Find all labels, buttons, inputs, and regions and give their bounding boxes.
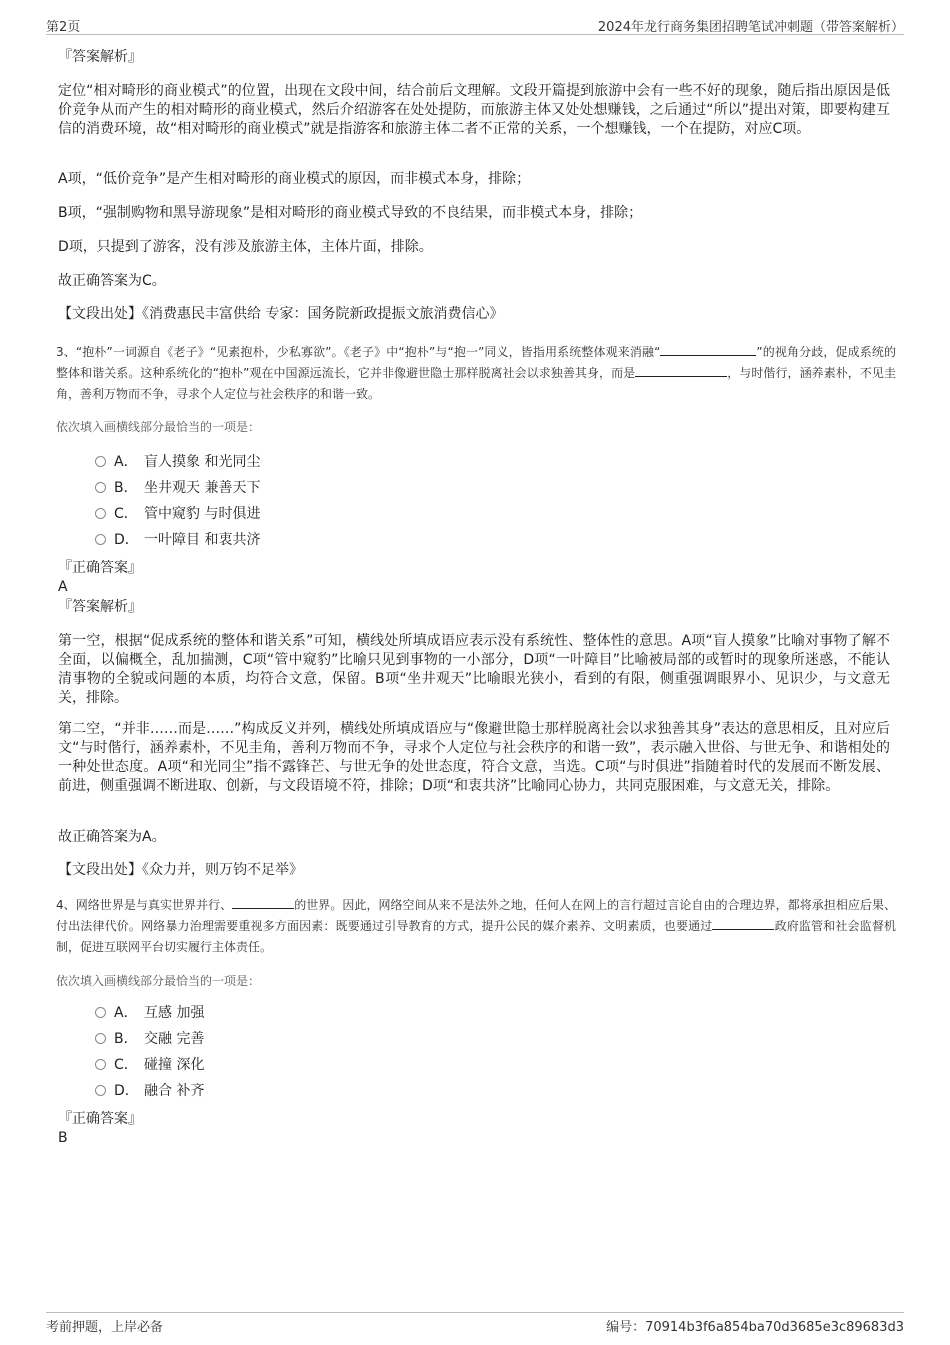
radio-icon[interactable] bbox=[95, 534, 106, 545]
footer-code: 编号：70914b3f6a854ba70d3685e3c89683d3 bbox=[606, 1320, 904, 1335]
q4-option-b[interactable] bbox=[95, 1029, 204, 1049]
option-letter: B． bbox=[114, 1031, 138, 1047]
q2-analysis-option-a: A项，“低价竞争”是产生相对畸形的商业模式的原因，而非模式本身，排除； bbox=[58, 171, 531, 187]
q2-analysis-option-b: B项，“强制购物和黑导游现象”是相对畸形的商业模式导致的不良结果，而非模式本身，排除； bbox=[58, 205, 643, 221]
option-text: 融合 补齐 bbox=[144, 1083, 205, 1099]
q3-text-part3: ，与时偕行，涵养素朴，不见圭角，善利万物而不争，寻求个人定位与社会秩序的和谐一致。 bbox=[56, 366, 896, 401]
q3-text-part1: 3、“抱朴”一词源自《老子》“见素抱朴，少私寡欲”。《老子》中“抱朴”与“抱一”同义，皆指用系统整体观来消融“ bbox=[56, 345, 661, 359]
footer-slogan: 考前押题，上岸必备 bbox=[46, 1320, 164, 1335]
q3-text-part2: ”的视角分歧，促成系统的整体和谐关系。这种系统化的“抱朴”观在中国源远流长，它并非像避世隐士那样脱离社会以求独善其身，而是 bbox=[56, 345, 897, 380]
q3-blank-2 bbox=[635, 363, 727, 377]
radio-icon[interactable] bbox=[95, 482, 106, 493]
q3-blank-1 bbox=[660, 342, 756, 356]
q4-option-d[interactable] bbox=[95, 1081, 204, 1101]
q4-text-part3: 政府监管和社会监督机制，促进互联网平台切实履行主体责任。 bbox=[56, 919, 896, 954]
q2-conclusion: 故正确答案为C。 bbox=[58, 273, 166, 289]
option-letter: C． bbox=[114, 506, 138, 522]
page-number: 第2页 bbox=[46, 20, 81, 35]
q3-option-b[interactable] bbox=[95, 478, 260, 498]
q3-analysis-paragraph-1: 第一空，根据“促成系统的整体和谐关系”可知，横线处所填成语应表示没有系统性、整体性的意思。A项“盲人摸象”比喻对事物了解不全面，以偏概全，乱加揣测，C项“管中窥豹”比喻只见到事物的一小部分，D项“一叶障目”比喻被局部的或暂时的现象所迷惑，不能认清事物的全貌或问题的本质，均符合文意，保留。B项“坐井观天”比喻眼光狭小，看到的有限，侧重强调眼界小、见识少，与文意无关，排除。 bbox=[58, 633, 890, 706]
page-footer bbox=[46, 1312, 904, 1335]
option-text: 坐井观天 兼善天下 bbox=[144, 480, 261, 496]
option-letter: A． bbox=[114, 454, 138, 470]
q3-prompt: 依次填入画横线部分最恰当的一项是： bbox=[56, 420, 261, 434]
q3-question-text bbox=[56, 342, 896, 405]
q4-text-part2: 的世界。因此，网络空间从来不是法外之地，任何人在网上的言行超过言论自由的合理边界，都将承担相应后果、付出法律代价。网络暴力治理需要重视多方面因素：既要通过引导教育的方式，提升公民的媒介素养、文明素质，也要通过 bbox=[56, 898, 896, 933]
option-letter: D． bbox=[114, 532, 139, 548]
q3-conclusion: 故正确答案为A。 bbox=[58, 829, 166, 845]
radio-icon[interactable] bbox=[95, 1085, 106, 1096]
q3-option-d[interactable] bbox=[95, 530, 260, 550]
option-letter: D． bbox=[114, 1083, 139, 1099]
option-text: 碰撞 深化 bbox=[144, 1057, 205, 1073]
q3-analysis-paragraph-2: 第二空，“并非……而是……”构成反义并列，横线处所填成语应与“像避世隐士那样脱离社会以求独善其身”表达的意思相反，且对应后文“与时偕行，涵养素朴，不见圭角，善利万物而不争，寻求个人定位与社会秩序的和谐一致”，表示融入世俗、与世无争、和谐相处的一种处世态度。A项“和光同尘”指不露锋芒、与世无争的处世态度，符合文意，当选。C项“与时俱进”指随着时代的发展而不断发展、前进，侧重强调不断进取、创新，与文段语境不符，排除；D项“和衷共济”比喻同心协力，共同克服困难，与文意无关，排除。 bbox=[58, 721, 890, 794]
radio-icon[interactable] bbox=[95, 1033, 106, 1044]
q2-analysis-label: 『答案解析』 bbox=[58, 49, 142, 65]
q4-blank-1 bbox=[232, 895, 294, 909]
q3-answer: A bbox=[58, 579, 68, 595]
q2-analysis-paragraph: 定位“相对畸形的商业模式”的位置，出现在文段中间，结合前后文理解。文段开篇提到旅游中会有一些不好的现象，随后指出原因是低价竞争从而产生的相对畸形的商业模式，然后介绍游客在处处提防，而旅游主体又处处想赚钱，之后通过“所以”提出对策，即要构建互信的消费环境，故“相对畸形的商业模式”就是指游客和旅游主体二者不正常的关系，一个想赚钱，一个在提防，对应C项。 bbox=[58, 83, 890, 137]
option-text: 一叶障目 和衷共济 bbox=[144, 532, 261, 548]
q4-blank-2 bbox=[712, 916, 774, 930]
radio-icon[interactable] bbox=[95, 1007, 106, 1018]
radio-icon[interactable] bbox=[95, 456, 106, 467]
option-text: 盲人摸象 和光同尘 bbox=[144, 454, 261, 470]
q2-analysis-option-d: D项，只提到了游客，没有涉及旅游主体，主体片面，排除。 bbox=[58, 239, 433, 255]
q3-option-c[interactable] bbox=[95, 504, 260, 524]
q4-answer: B bbox=[58, 1130, 68, 1146]
document-title: 2024年龙行商务集团招聘笔试冲刺题（带答案解析） bbox=[597, 20, 904, 35]
q3-answer-label: 『正确答案』 bbox=[58, 560, 142, 576]
option-text: 管中窥豹 与时俱进 bbox=[144, 506, 261, 522]
q3-option-a[interactable] bbox=[95, 452, 260, 472]
q3-analysis-label: 『答案解析』 bbox=[58, 599, 142, 615]
radio-icon[interactable] bbox=[95, 1059, 106, 1070]
q3-source: 【文段出处】《众力并，则万钧不足举》 bbox=[58, 862, 303, 878]
option-letter: A． bbox=[114, 1005, 138, 1021]
option-text: 互感 加强 bbox=[144, 1005, 205, 1021]
radio-icon[interactable] bbox=[95, 508, 106, 519]
option-letter: B． bbox=[114, 480, 138, 496]
option-text: 交融 完善 bbox=[144, 1031, 205, 1047]
q4-prompt: 依次填入画横线部分最恰当的一项是： bbox=[56, 974, 261, 988]
page-header bbox=[46, 14, 904, 35]
q4-option-c[interactable] bbox=[95, 1055, 204, 1075]
q4-option-a[interactable] bbox=[95, 1003, 204, 1023]
q2-source: 【文段出处】《消费惠民丰富供给 专家：国务院新政提振文旅消费信心》 bbox=[58, 306, 504, 322]
q4-question-text bbox=[56, 895, 896, 958]
q4-answer-label: 『正确答案』 bbox=[58, 1111, 142, 1127]
option-letter: C． bbox=[114, 1057, 138, 1073]
q4-text-part1: 4、网络世界是与真实世界并行、 bbox=[56, 898, 233, 912]
